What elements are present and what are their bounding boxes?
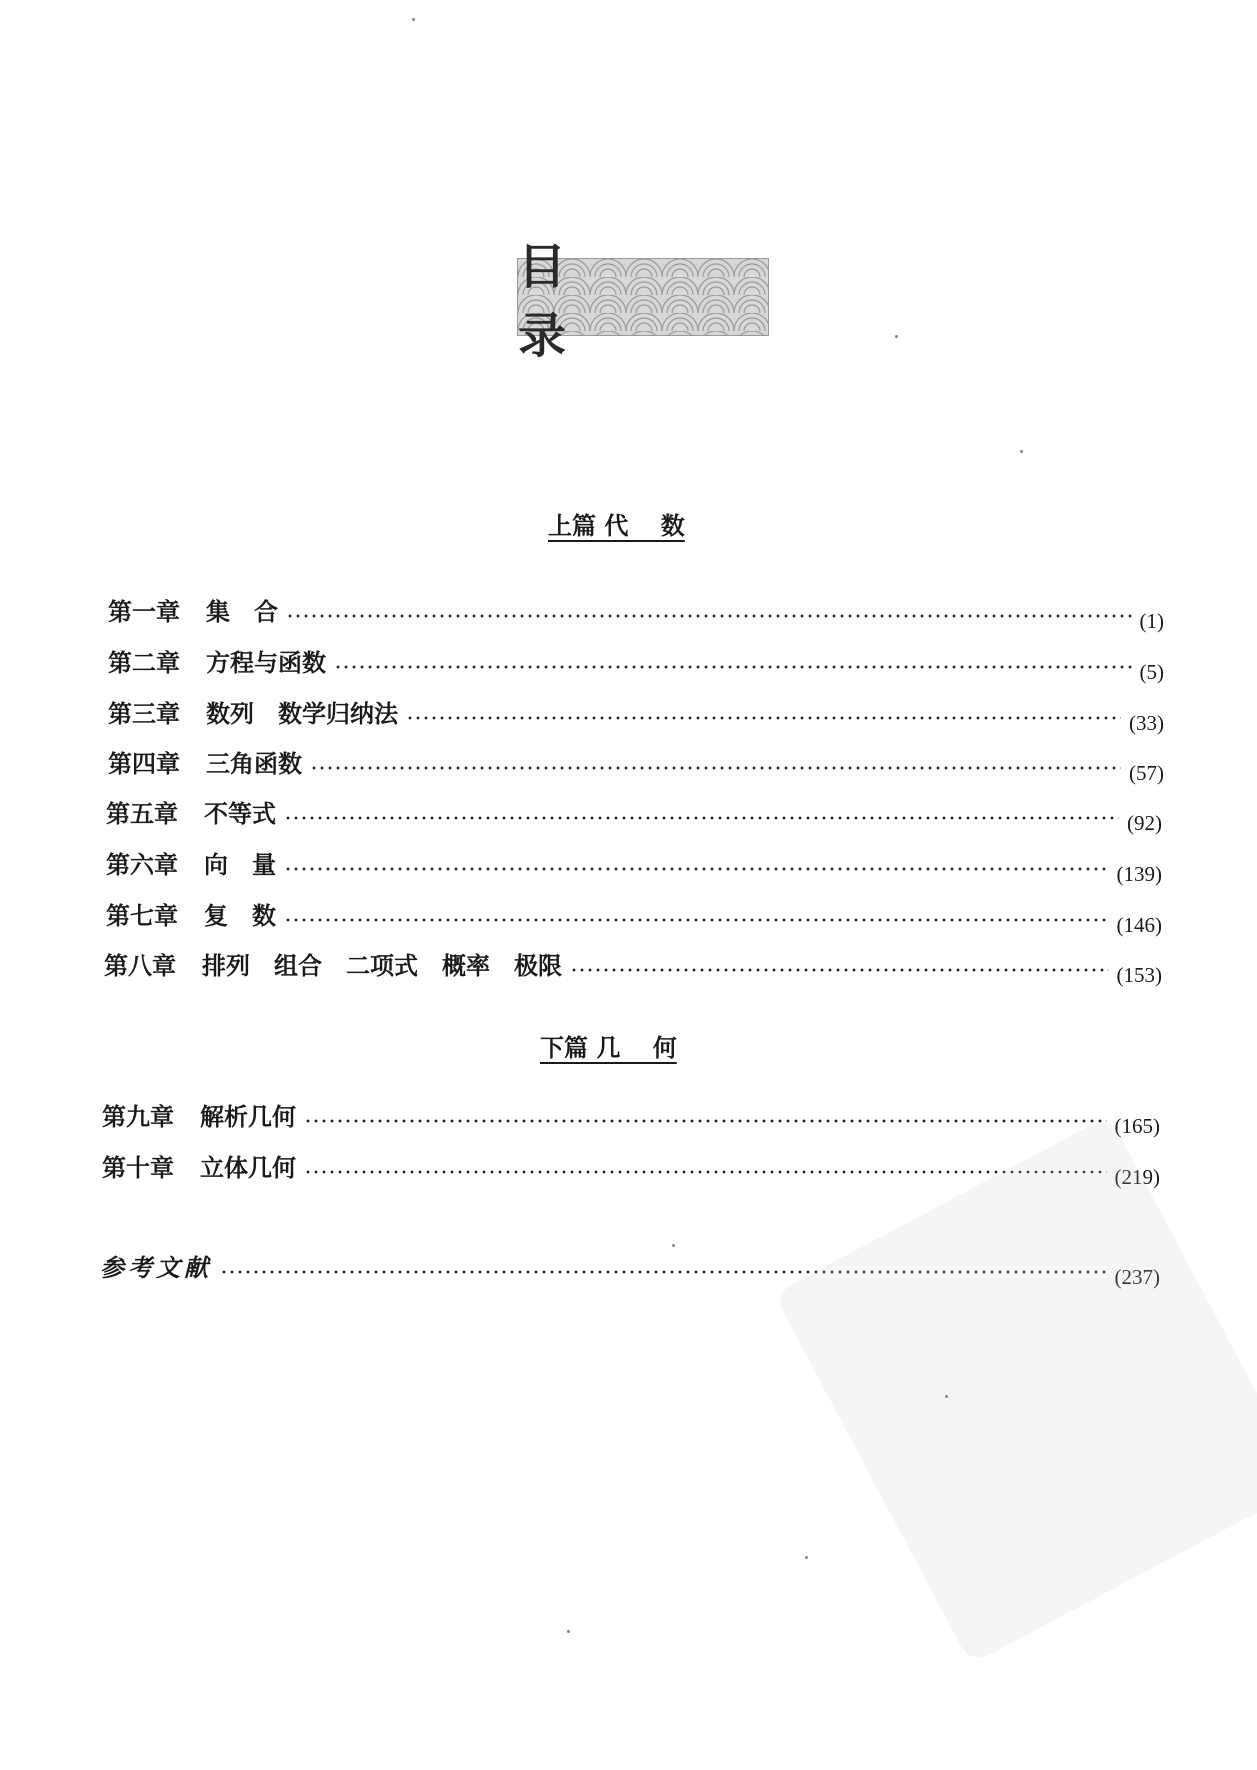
chapter-number: 第三章 [108,699,180,728]
toc-heading-banner [517,239,769,364]
scan-speck [805,1556,808,1559]
chapter-number: 第二章 [108,648,180,677]
scan-speck [567,1630,570,1633]
chapter-title: 解析几何 [200,1102,296,1131]
chapter-number: 第九章 [102,1102,174,1131]
toc-entry[interactable] [108,694,1164,735]
leader-dots [570,968,1109,972]
chapter-number: 第四章 [108,749,180,778]
leader-dots [334,665,1132,669]
leader-dots [286,614,1132,618]
page-number: (165) [1114,1114,1160,1138]
leader-dots [310,766,1121,770]
toc-heading: 目 录 [518,239,647,364]
watermark-stamp [774,1115,1257,1664]
chapter-title: 数列 数学归纳法 [206,699,398,728]
toc-entry[interactable] [106,845,1162,886]
toc-entry[interactable] [108,592,1164,633]
page-number: (219) [1114,1165,1160,1189]
page-number: (57) [1129,761,1164,785]
toc-entry[interactable] [102,1097,1160,1138]
chapter-number: 第七章 [106,901,178,930]
leader-dots [406,716,1121,720]
chapter-title: 三角函数 [206,749,302,778]
page-number: (1) [1139,609,1164,633]
chapter-title: 立体几何 [200,1153,296,1182]
page-number: (237) [1114,1265,1160,1289]
section-title-geometry: 下篇 几 何 [540,1033,677,1062]
scan-speck [1020,450,1023,453]
page-number: (33) [1129,711,1164,735]
scan-speck [945,1395,948,1398]
chapter-title: 方程与函数 [206,648,326,677]
toc-entry[interactable] [106,896,1162,937]
toc-entry[interactable] [108,643,1164,684]
chapter-number: 第五章 [106,799,178,828]
toc-entry[interactable] [108,744,1164,785]
chapter-title: 不等式 [204,799,276,828]
chapter-title: 向 量 [204,850,276,879]
chapter-number: 第八章 [104,951,176,980]
toc-entry[interactable] [104,946,1162,987]
leader-dots [284,816,1119,820]
section-title-algebra: 上篇 代 数 [548,511,685,540]
leader-dots [304,1170,1107,1174]
page-number: (153) [1116,963,1162,987]
page-number: (146) [1116,913,1162,937]
scan-speck [895,335,898,338]
page-number: (5) [1139,660,1164,684]
toc-entry[interactable] [106,794,1162,835]
page-number: (92) [1127,811,1162,835]
chapter-title: 集 合 [206,597,278,626]
leader-dots [284,918,1109,922]
leader-dots [304,1119,1107,1123]
page-number: (139) [1116,862,1162,886]
leader-dots [284,867,1109,871]
chapter-title: 复 数 [204,901,276,930]
chapter-title: 排列 组合 二项式 概率 极限 [202,951,562,980]
scan-speck [672,1244,675,1247]
scan-speck [412,18,415,21]
chapter-number: 第一章 [108,597,180,626]
chapter-number: 第十章 [102,1153,174,1182]
references-title: 参考文献 [100,1253,212,1282]
chapter-number: 第六章 [106,850,178,879]
